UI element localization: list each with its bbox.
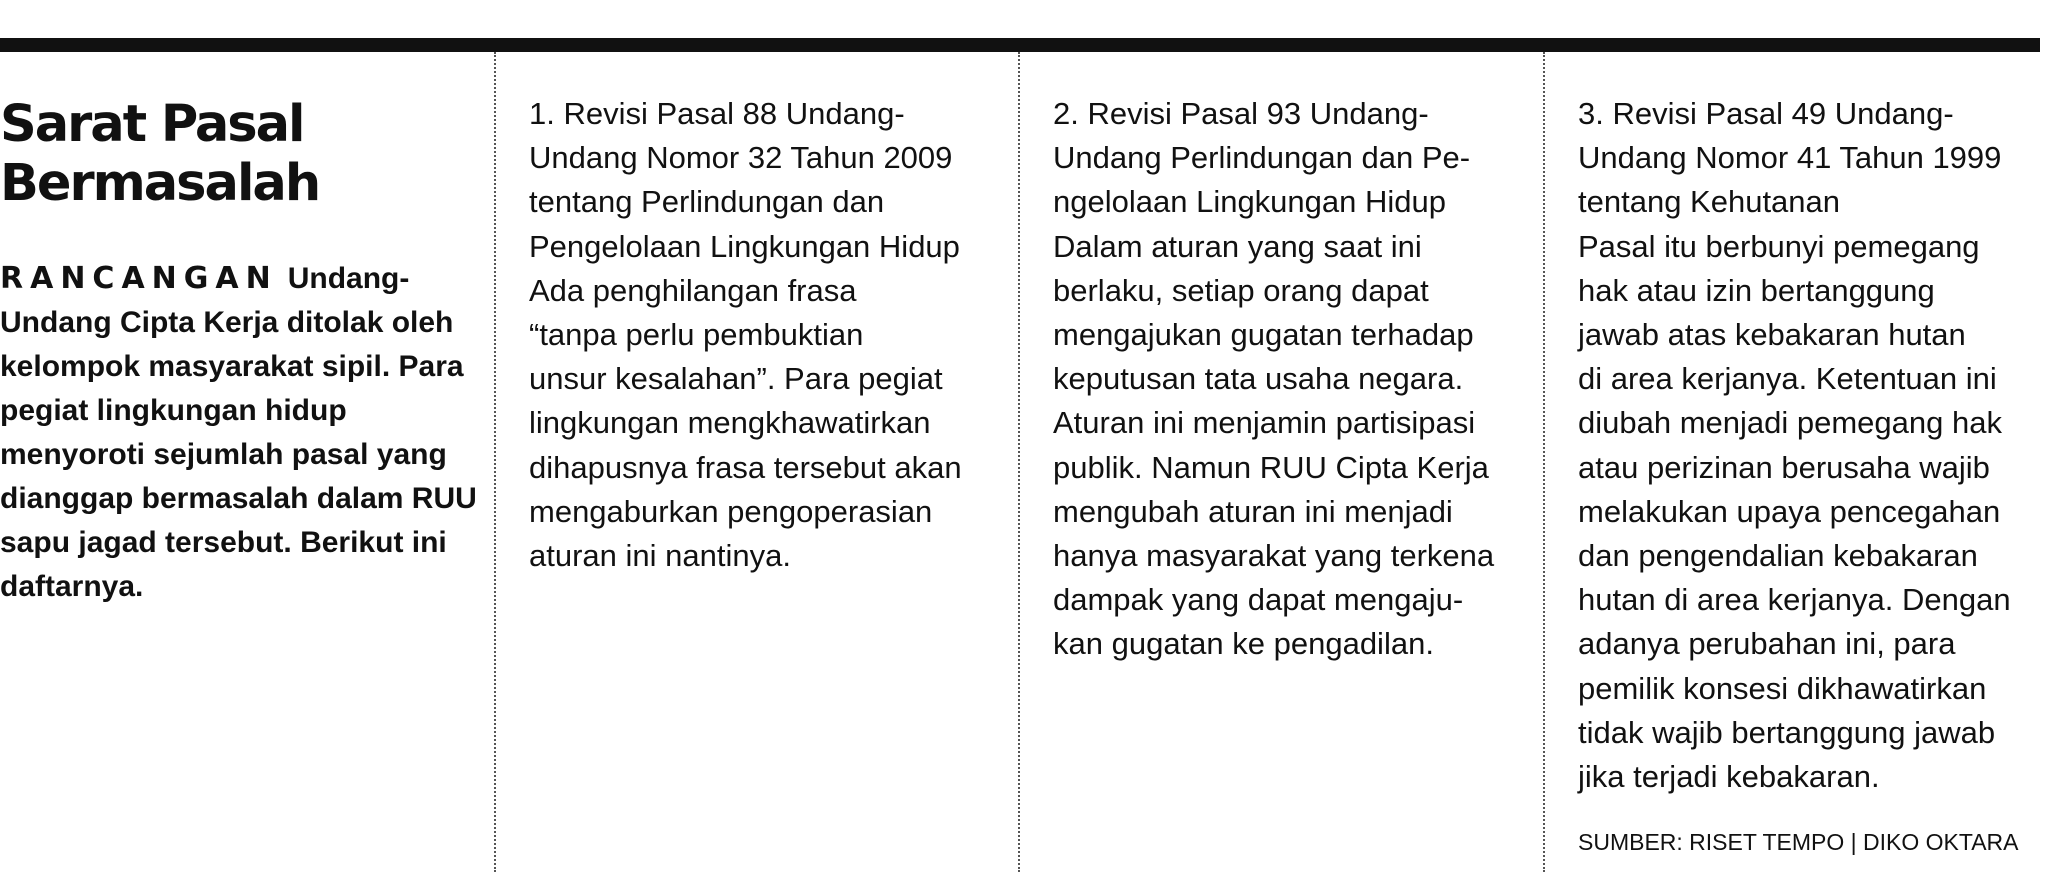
source-credit: SUMBER: RISET TEMPO | DIKO OKTARA <box>1578 829 2019 856</box>
lede-kicker: RANCANGAN <box>0 261 278 296</box>
top-rule <box>0 38 2040 52</box>
page-title: Sarat Pasal Bermasalah <box>0 95 320 213</box>
item-column-1 <box>494 52 1018 872</box>
item-column-3 <box>1543 52 2051 872</box>
intro-column <box>0 52 494 872</box>
item-column-2 <box>1018 52 1543 872</box>
lede-text: Undang-Undang Cipta Kerja ditolak oleh kelompok masyarakat sipil. Para pegiat lingkungan hidup menyoroti sejumlah pasal yang dianggap bermasalah dalam RUU sapu jagad tersebut. Berikut ini daftarnya. <box>0 262 477 603</box>
item-text-1: 1. Revisi Pasal 88 Undang- Undang Nomor 32 Tahun 2009 tentang Perlindungan dan Pengelolaan Lingkungan Hidup Ada penghilangan frasa “tanpa perlu pembuktian unsur kesalahan”. Para pegiat lingkungan mengkhawatirkan dihapusnya frasa tersebut akan mengaburkan pengoperasian aturan ini nantinya. <box>529 96 962 574</box>
item-text-2: 2. Revisi Pasal 93 Undang- Undang Perlindungan dan Pe- ngelolaan Lingkungan Hidup Dalam aturan yang saat ini berlaku, setiap orang dapat mengajukan gugatan terhadap keputusan tata usaha negara. Aturan ini menjamin partisipasi publik. Namun RUU Cipta Kerja mengubah aturan ini menjadi hanya masyarakat yang terkena dampak yang dapat mengaju- kan gugatan ke pengadilan. <box>1053 96 1495 662</box>
lede-paragraph <box>0 257 488 609</box>
item-text-3: 3. Revisi Pasal 49 Undang- Undang Nomor 41 Tahun 1999 tentang Kehutanan Pasal itu berbunyi pemegang hak atau izin bertanggung jawab atas kebakaran hutan di area kerjanya. Ketentuan ini diubah menjadi pemegang hak atau perizinan berusaha wajib melakukan upaya pencegahan dan pengendalian kebakaran hutan di area kerjanya. Dengan adanya perubahan ini, para pemilik konsesi dikhawatirkan tidak wajib bertanggung jawab jika terjadi kebakaran. <box>1578 96 2011 795</box>
